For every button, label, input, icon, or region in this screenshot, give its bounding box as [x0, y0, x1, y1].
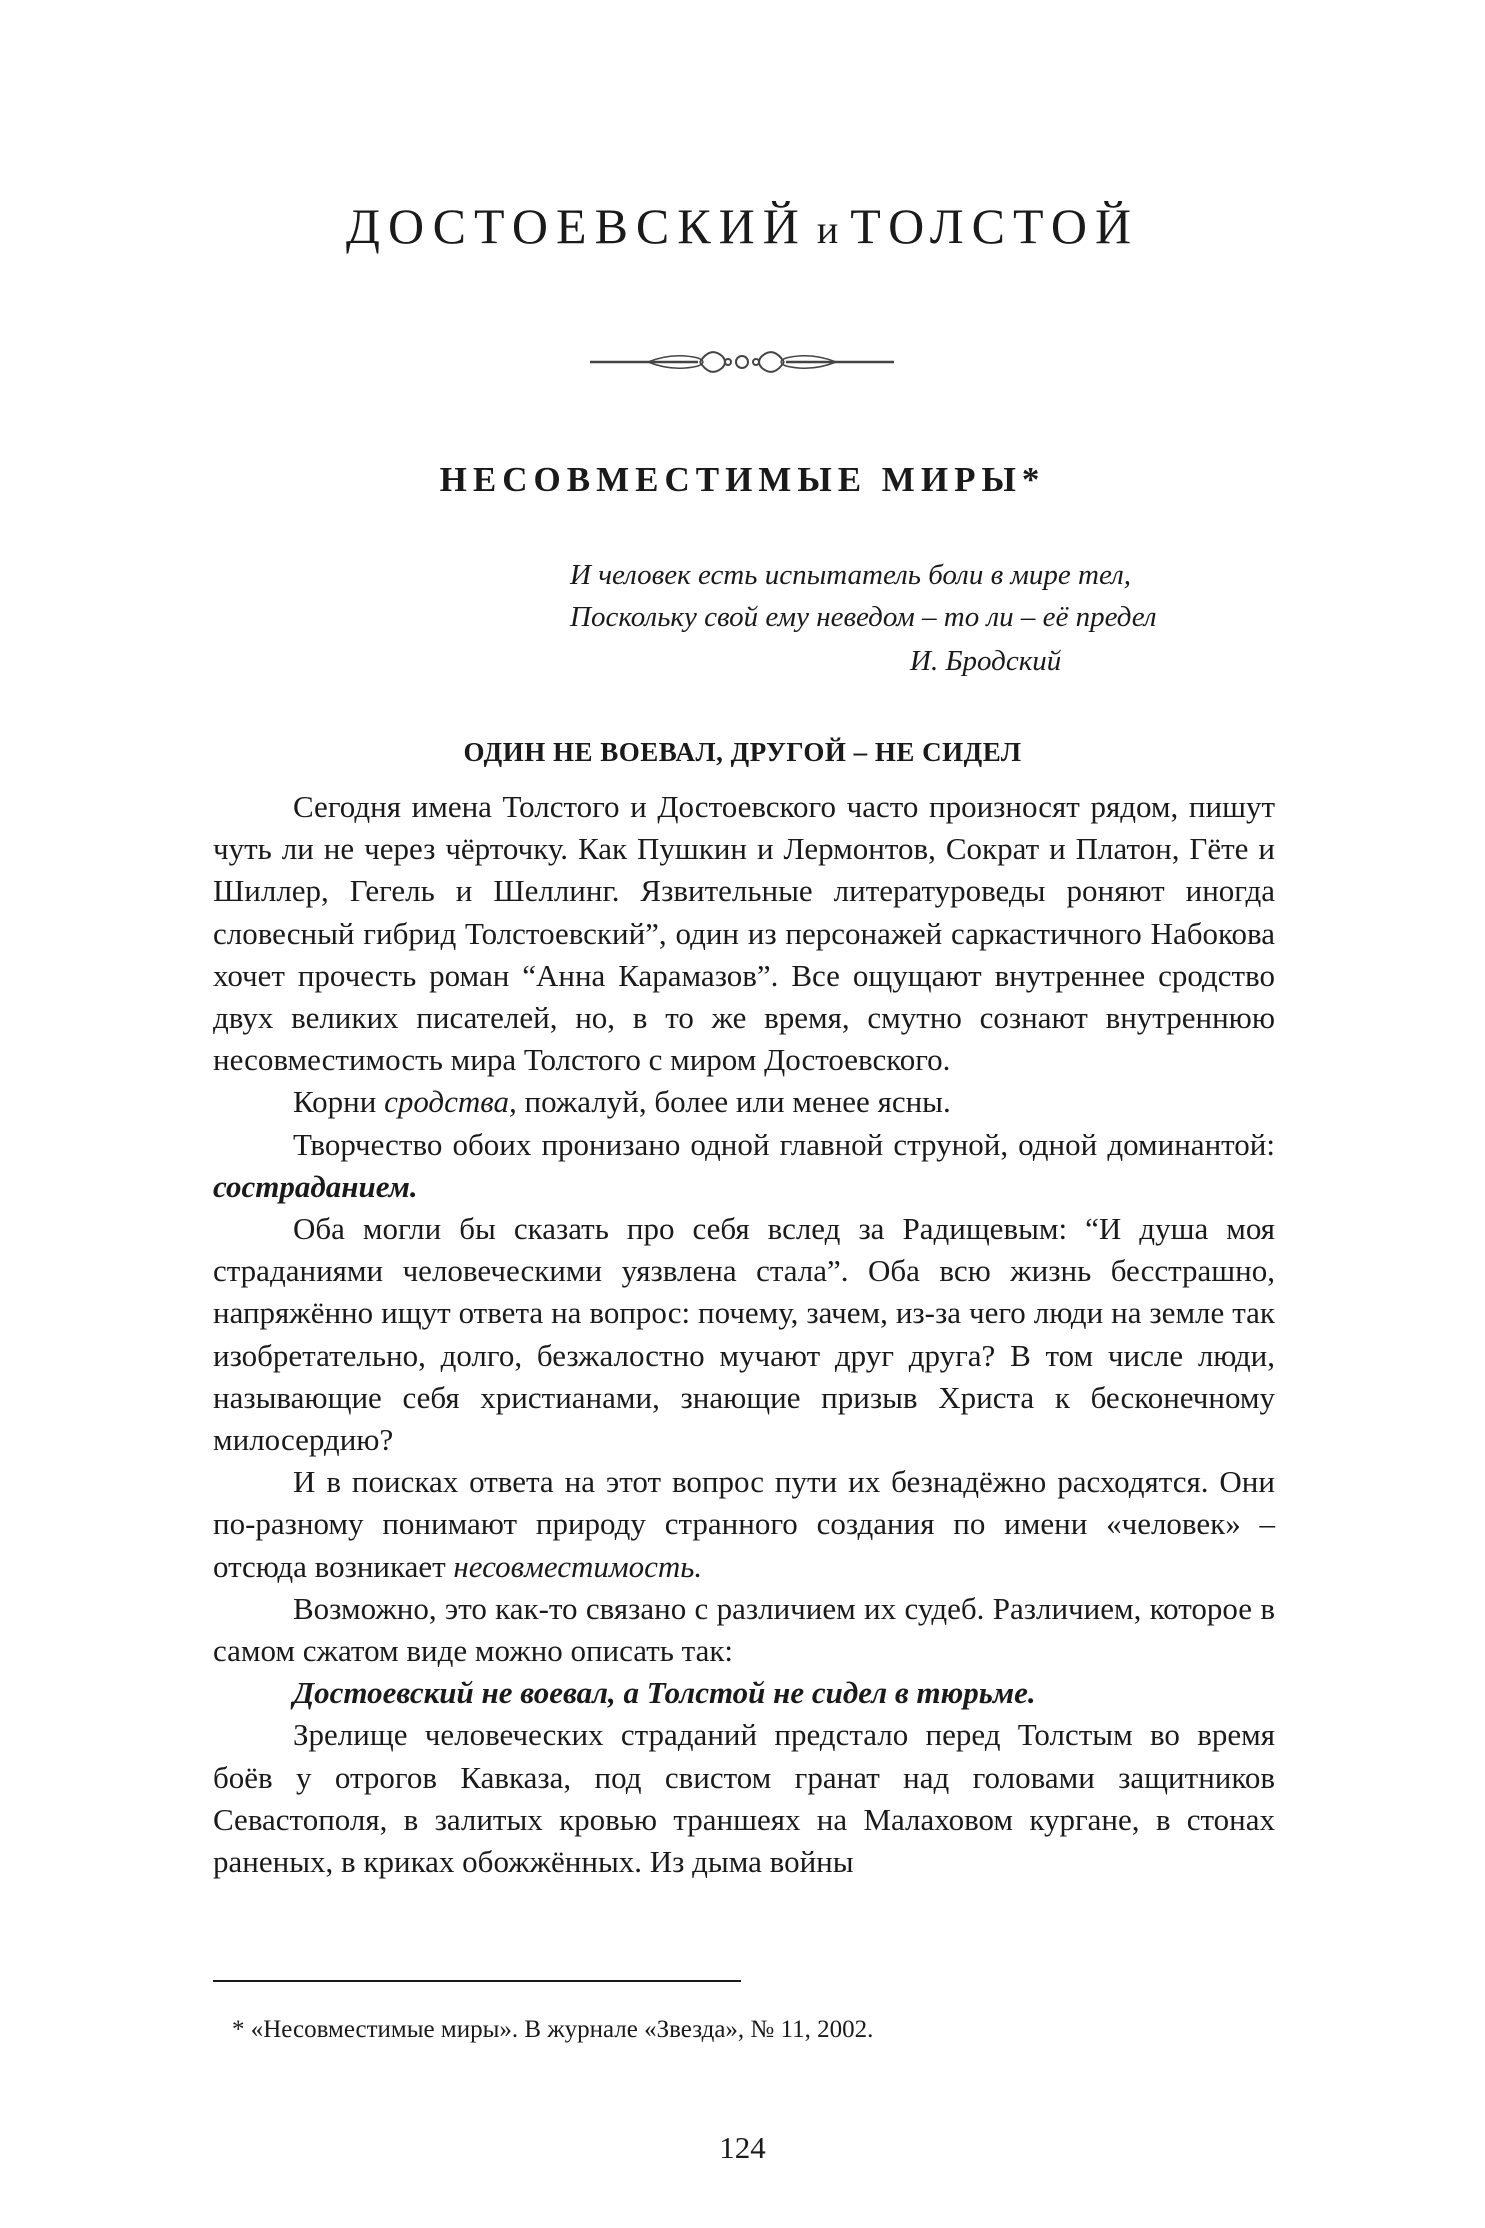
paragraph-text: пожалуй, более или менее ясны.	[516, 1084, 951, 1120]
subheading: ОДИН НЕ ВОЕВАЛ, ДРУГОЙ – НЕ СИДЕЛ	[463, 737, 1022, 767]
footnote: * «Несовместимые миры». В журнале «Звезда», № 11, 2002.	[232, 2016, 874, 2043]
section-title-part1: ДОСТОЕВСКИЙ	[345, 198, 807, 254]
bold-italic-text: состраданием.	[213, 1168, 418, 1204]
paragraph-text: И в поисках ответа на этот вопрос пути их безнадёжно расходятся. Они по-разному понимают природу странного создания по имени «человек» – отсюда возникает	[213, 1464, 1275, 1584]
italic-text: несовместимость.	[453, 1548, 703, 1584]
paragraph: Зрелище человеческих страданий предстало перед Толстым во время боёв у отрогов Кавказа, под свистом гранат над головами защитников Севастополя, в залитых кровью траншеях на Малаховом кургане, в стонах раненых, в криках обожжённых. Из дыма войны	[213, 1717, 1275, 1880]
paragraph-text: Корни	[293, 1084, 385, 1120]
paragraph	[213, 1672, 1275, 1714]
footnote-divider	[213, 1980, 741, 1982]
epigraph-line: Поскольку свой ему неведом – то ли – её предел	[570, 601, 1157, 633]
body-text	[213, 786, 1275, 1883]
paragraph	[213, 1081, 1275, 1123]
page-number: 124	[719, 2130, 766, 2165]
paragraph-text: Творчество обоих пронизано одной главной струной, одной доминантой:	[293, 1126, 1275, 1162]
italic-text: сродства,	[384, 1084, 517, 1120]
chapter-title: НЕСОВМЕСТИМЫЕ МИРЫ*	[439, 460, 1046, 499]
paragraph: Оба могли бы сказать про себя вслед за Радищевым: “И душа моя страданиями человеческими уязвлена стала”. Оба всю жизнь бесстрашно, напряжённо ищут ответа на вопрос: почему, зачем, из-за чего люди на земле так изобретательно, долго, безжалостно мучают друг друга? В том числе люди, называющие себя христианами, знающие призыв Христа к бесконечному милосердию?	[213, 1211, 1275, 1458]
bold-italic-text: Достоевский не воевал, а Толстой не сидел в тюрьме.	[293, 1675, 1036, 1711]
paragraph: Сегодня имена Толстого и Достоевского часто произносят рядом, пишут чуть ли не через чёрточку. Как Пушкин и Лермонтов, Сократ и Платон, Гёте и Шиллер, Гегель и Шеллинг. Язвительные литературоведы роняют иногда словесный гибрид Толстоевский”, один из персонажей саркастичного Набокова хочет прочесть роман “Анна Карамазов”. Все ощущают внутреннее сродство двух великих писателей, но, в то же время, смутно сознают внутреннюю несовместимость мира Толстого с миром Достоевского.	[213, 789, 1275, 1078]
paragraph	[213, 1124, 1275, 1208]
section-title-part2: ТОЛСТОЙ	[850, 198, 1140, 254]
paragraph	[213, 1461, 1275, 1588]
flourish-ornament-icon	[588, 342, 896, 382]
epigraph-author: И. Бродский	[910, 645, 1062, 677]
epigraph	[570, 554, 1290, 682]
paragraph: Возможно, это как-то связано с различием их судеб. Различием, которое в самом сжатом виде можно описать так:	[213, 1590, 1275, 1669]
section-title-conjunction: и	[816, 207, 841, 252]
epigraph-line: И человек есть испытатель боли в мире тел,	[570, 559, 1132, 591]
section-title	[0, 196, 1485, 260]
